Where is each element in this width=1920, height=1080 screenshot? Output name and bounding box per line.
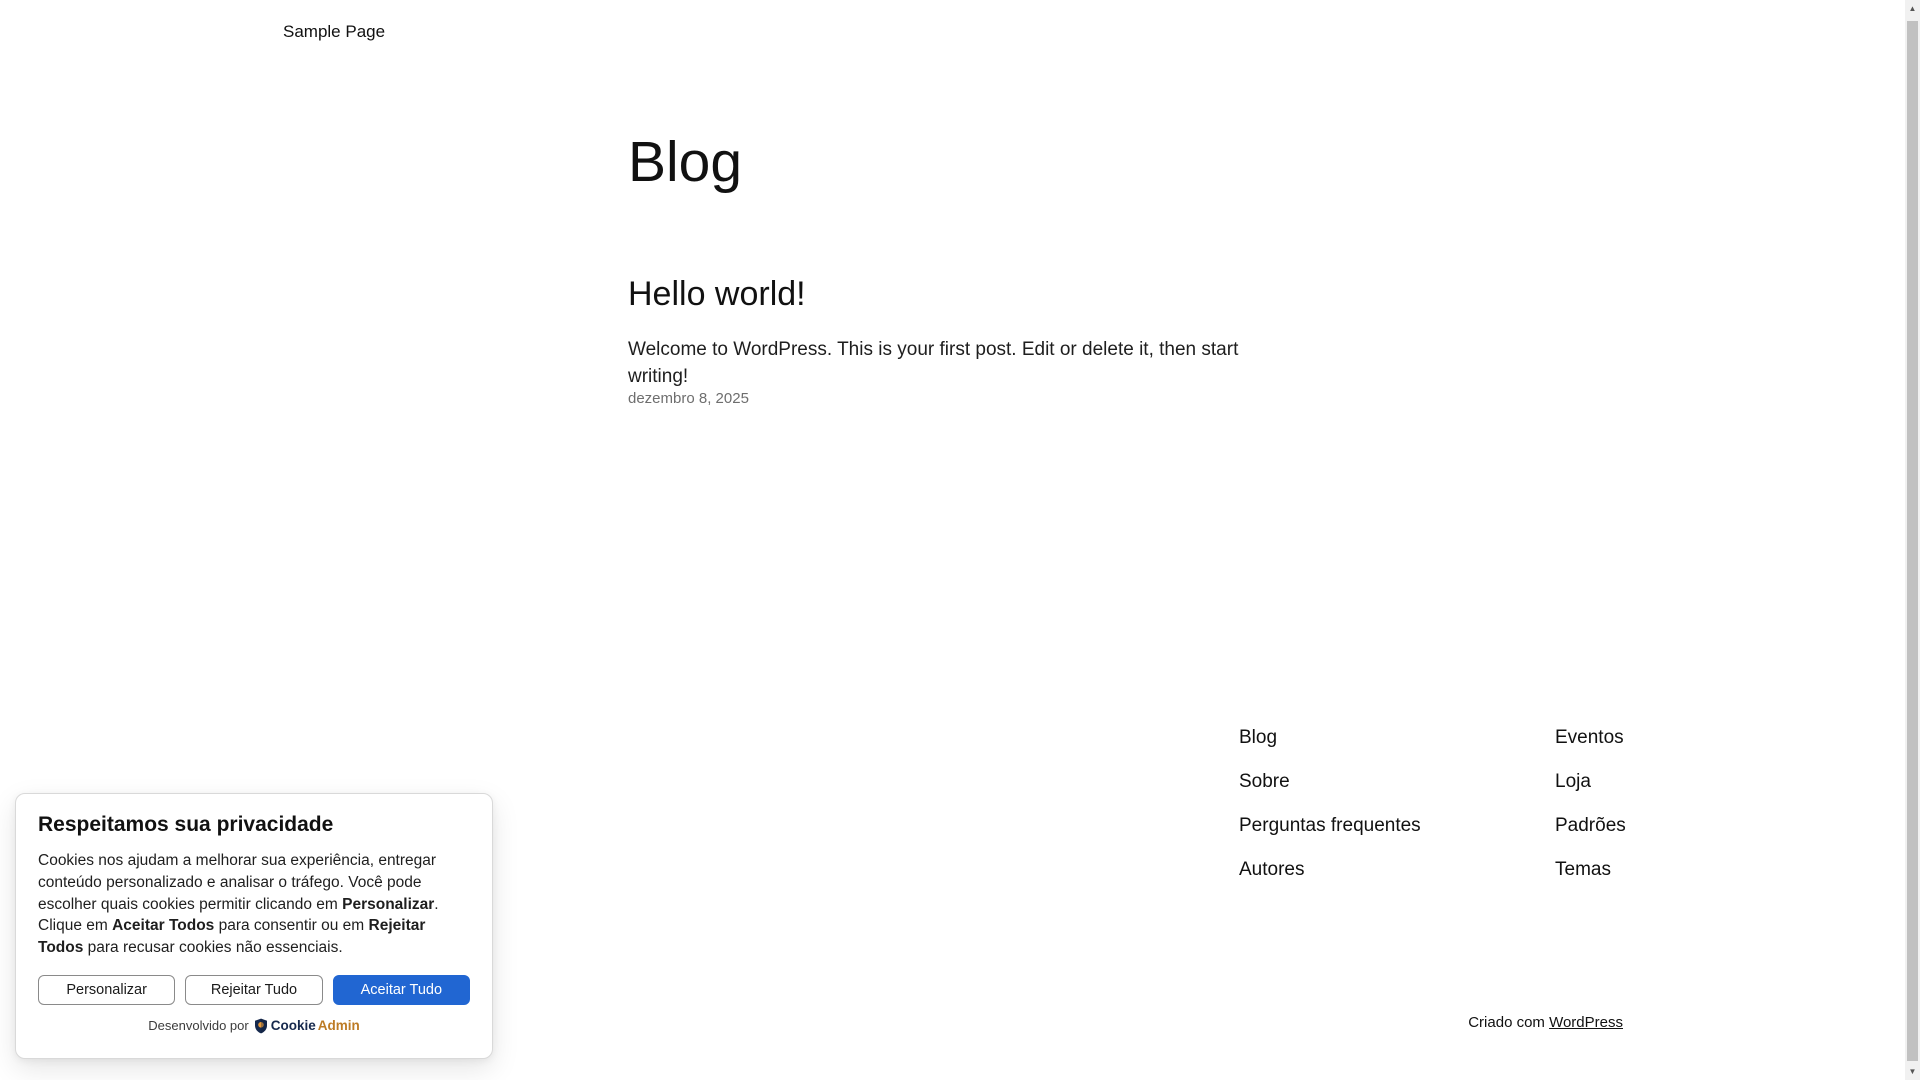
footer-nav-item bbox=[1555, 727, 1626, 746]
nav-item-sample-page[interactable]: Sample Page bbox=[283, 22, 386, 41]
post-title-link[interactable]: Hello world! bbox=[628, 275, 806, 313]
footer-link-sobre[interactable]: Sobre bbox=[1239, 771, 1290, 792]
cookie-body-bold-aceitar-todos: Aceitar Todos bbox=[112, 917, 215, 935]
cookie-consent-dialog bbox=[15, 793, 493, 1059]
post-date: dezembro 8, 2025 bbox=[628, 390, 749, 407]
reject-all-cookies-button[interactable]: Rejeitar Tudo bbox=[185, 975, 322, 1005]
cookie-powered-by bbox=[38, 1018, 470, 1034]
footer-nav-item bbox=[1239, 771, 1421, 790]
cookieadmin-brand[interactable] bbox=[253, 1018, 360, 1034]
cookie-body-text: para recusar cookies não essenciais. bbox=[83, 939, 343, 957]
footer-link-padroes[interactable]: Padrões bbox=[1555, 815, 1626, 836]
cookie-body-bold-rejeitar-todos: Rejeitar Todos bbox=[38, 917, 426, 957]
post-excerpt: Welcome to WordPress. This is your first post. Edit or delete it, then start writing! bbox=[628, 339, 1239, 387]
vertical-scrollbar[interactable] bbox=[1905, 0, 1920, 1080]
cookie-body-text: Cookies nos ajudam a melhorar sua experiência, entregar conteúdo personalizado e analisar o tráfego. Você pode escolher quais cookies permitir clicando em bbox=[38, 852, 437, 913]
cookie-dialog-body bbox=[38, 850, 470, 959]
footer-nav-item bbox=[1239, 815, 1421, 834]
footer-link-loja[interactable]: Loja bbox=[1555, 771, 1591, 792]
cookie-body-text: . Clique em bbox=[38, 895, 439, 935]
cookie-body-text: para consentir ou em bbox=[214, 917, 369, 935]
cookie-actions-row bbox=[38, 975, 470, 1005]
customize-cookies-button[interactable]: Personalizar bbox=[38, 975, 175, 1005]
footer-link-blog[interactable]: Blog bbox=[1239, 727, 1278, 748]
footer-link-perguntas-frequentes[interactable]: Perguntas frequentes bbox=[1239, 815, 1421, 836]
footer-link-temas[interactable]: Temas bbox=[1555, 859, 1611, 880]
powered-by-text: Desenvolvido por bbox=[148, 1018, 249, 1034]
cookie-body-bold-personalizar: Personalizar bbox=[342, 895, 435, 913]
footer-nav-item bbox=[1555, 859, 1626, 878]
site-header bbox=[283, 22, 385, 42]
brand-name-cookie: Cookie bbox=[270, 1018, 316, 1034]
footer-nav-item bbox=[1239, 859, 1421, 878]
cookie-dialog-title: Respeitamos sua privacidade bbox=[38, 813, 334, 836]
footer-nav-item bbox=[1239, 727, 1421, 746]
footer-link-eventos[interactable]: Eventos bbox=[1555, 727, 1624, 748]
footer-nav-column-2 bbox=[1555, 727, 1626, 903]
footer-nav-item bbox=[1555, 815, 1626, 834]
footer-nav-item bbox=[1555, 771, 1626, 790]
footer-link-autores[interactable]: Autores bbox=[1239, 859, 1305, 880]
wordpress-link[interactable]: WordPress bbox=[1549, 1014, 1623, 1031]
site-credit-text: Criado com bbox=[1468, 1014, 1550, 1031]
shield-icon bbox=[253, 1018, 269, 1034]
scrollbar-down-arrow-icon[interactable]: ▼ bbox=[1908, 1067, 1917, 1076]
page-title: Blog bbox=[628, 130, 743, 194]
brand-name-admin: Admin bbox=[317, 1018, 360, 1034]
scrollbar-up-arrow-icon[interactable]: ▲ bbox=[1908, 4, 1917, 13]
scrollbar-thumb[interactable] bbox=[1907, 21, 1918, 1061]
site-credit bbox=[1468, 1014, 1623, 1031]
footer-nav-column-1 bbox=[1239, 727, 1421, 903]
accept-all-cookies-button[interactable]: Aceitar Tudo bbox=[333, 975, 470, 1005]
